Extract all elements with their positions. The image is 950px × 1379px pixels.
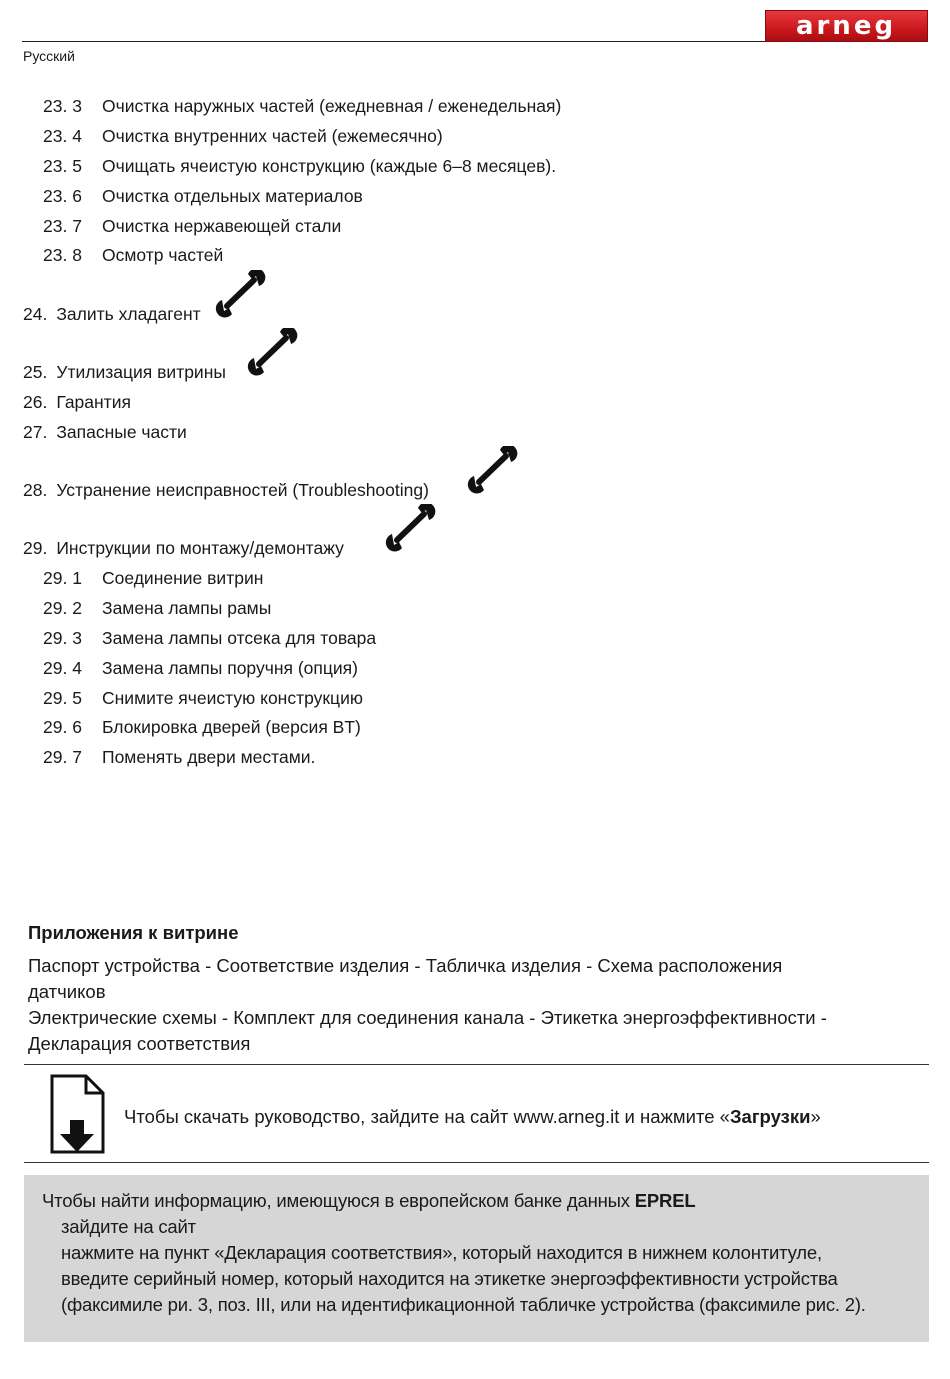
toc-title: Осмотр частей — [102, 245, 224, 265]
divider — [24, 1162, 929, 1163]
toc-title: Очистка нержавеющей стали — [102, 216, 342, 236]
toc-title: Очистка внутренних частей (ежемесячно) — [102, 126, 443, 146]
downloads-link-label[interactable]: Загрузки — [729, 1106, 811, 1127]
toc-item-26[interactable] — [23, 392, 131, 412]
eprel-text: Чтобы найти информацию, имеющуюся в европейском банке данных — [42, 1190, 635, 1211]
toc-title: Инструкции по монтажу/демонтажу — [56, 538, 344, 558]
toc-number: 25. — [23, 362, 48, 382]
toc-title: Замена лампы отсека для товара — [102, 628, 377, 648]
eprel-label: EPREL — [634, 1190, 696, 1211]
eprel-line-1 — [42, 1190, 695, 1212]
toc-number: 29. — [23, 538, 48, 558]
toc-number: 29. 1 — [43, 568, 82, 588]
toc-title: Запасные части — [56, 422, 187, 442]
toc-item-24[interactable] — [23, 304, 201, 324]
wrench-icon — [384, 504, 436, 552]
toc-title: Устранение неисправностей (Troubleshooting) — [56, 480, 429, 500]
toc-title: Очистка наружных частей (ежедневная / еженедельная) — [102, 96, 562, 116]
toc-item-28[interactable] — [23, 480, 429, 500]
toc-number: 23. 7 — [43, 216, 82, 236]
toc-title: Соединение витрин — [102, 568, 264, 588]
annexes-paragraph-2 — [28, 1005, 918, 1057]
toc-number: 23. 3 — [43, 96, 82, 116]
eprel-line-5: (факсимиле ри. 3, поз. III, или на идентификационной табличке устройства (факсимиле рис. 2). — [61, 1294, 866, 1315]
document-download-icon — [48, 1074, 106, 1156]
toc-number: 27. — [23, 422, 48, 442]
toc-number: 29. 6 — [43, 717, 82, 737]
annexes-line: датчиков — [28, 981, 106, 1002]
toc-title: Блокировка дверей (версия BT) — [102, 717, 361, 737]
toc-number: 29. 3 — [43, 628, 82, 648]
arneg-logo — [765, 10, 928, 42]
annexes-line: Паспорт устройства - Соответствие изделия - Табличка изделия - Схема расположения — [28, 955, 783, 976]
toc-title: Залить хладагент — [56, 304, 201, 324]
annexes-title: Приложения к витрине — [28, 922, 239, 943]
toc-number: 24. — [23, 304, 48, 324]
toc-number: 23. 6 — [43, 186, 82, 206]
download-text: Чтобы скачать руководство, зайдите на сайт www.arneg.it и нажмите « — [124, 1106, 730, 1127]
divider — [24, 1064, 929, 1065]
toc-title: Очистка отдельных материалов — [102, 186, 363, 206]
toc-title: Замена лампы поручня (опция) — [102, 658, 358, 678]
download-instructions — [124, 1106, 821, 1128]
toc-title: Замена лампы рамы — [102, 598, 272, 618]
toc-number: 23. 8 — [43, 245, 82, 265]
toc-title: Поменять двери местами. — [102, 747, 316, 767]
annexes-line: Декларация соответствия — [28, 1033, 251, 1054]
toc-number: 23. 4 — [43, 126, 82, 146]
wrench-icon — [214, 270, 266, 318]
annexes-line: Электрические схемы - Комплект для соединения канала - Этикетка энергоэффективности - — [28, 1007, 827, 1028]
toc-number: 29. 7 — [43, 747, 82, 767]
toc-item-27[interactable] — [23, 422, 187, 442]
toc-item-29[interactable] — [23, 538, 344, 558]
eprel-info-box — [24, 1175, 929, 1342]
toc-number: 26. — [23, 392, 48, 412]
wrench-icon — [246, 328, 298, 376]
toc-number: 29. 4 — [43, 658, 82, 678]
toc-title: Снимите ячеистую конструкцию — [102, 688, 363, 708]
download-text-end: » — [810, 1106, 821, 1127]
eprel-line-3: нажмите на пункт «Декларация соответствия», который находится в нижнем колонтитуле, — [61, 1242, 822, 1263]
toc-number: 28. — [23, 480, 48, 500]
header-divider — [22, 41, 765, 42]
logo-text: arneg — [795, 11, 897, 41]
wrench-icon — [466, 446, 518, 494]
toc-number: 29. 5 — [43, 688, 82, 708]
toc-item-25[interactable] — [23, 362, 226, 382]
language-label: Русский — [23, 48, 75, 64]
toc-number: 29. 2 — [43, 598, 82, 618]
toc-number: 23. 5 — [43, 156, 82, 176]
toc-title: Гарантия — [56, 392, 131, 412]
annexes-paragraph-1 — [28, 953, 918, 1005]
toc-title: Очищать ячеистую конструкцию (каждые 6–8 месяцев). — [102, 156, 557, 176]
eprel-line-2: зайдите на сайт — [61, 1216, 196, 1237]
toc-title: Утилизация витрины — [56, 362, 226, 382]
eprel-line-4: введите серийный номер, который находится на этикетке энергоэффективности устройства — [61, 1268, 838, 1289]
